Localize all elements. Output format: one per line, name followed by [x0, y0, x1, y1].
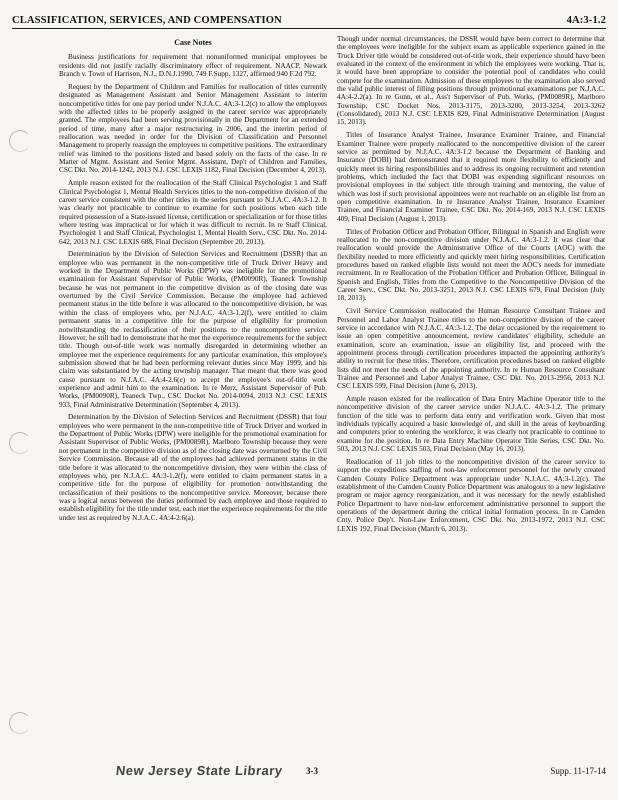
supplement-date: Supp. 11-17-14: [550, 766, 606, 776]
case-note-paragraph: Request by the Department of Children and Families for reallocation of titles currently designated as Management Assistant and Senior Management Assistant to interim noncompetitive titles for one pay period under N.J.A.C. 4A:3-1.2(c) to allow the employees with the affected titles to be properly assigned in the career service was appropriately granted. The employees had been serving provisionally in the Department for an extended period of time, many after a major restructuring in 2006, and the interim period of reallocation was needed in order for the Division of Classification and Personnel Management to properly reassign the employees to competitive positions. The extraordinary relief was limited to the positions listed and based solely on the facts of the case. In re Matter of Mgmt. Assistant and Senior Mgmt. Assistant, Dep't of Children and Families, CSC Dkt. No. 2014-1242, 2013 N.J. CSC LEXIS 1182, Final Decision (December 4, 2013).: [59, 82, 327, 175]
case-note-paragraph: Ample reason existed for the reallocation of Data Entry Machine Operator title to the noncompetitive division of the career service under N.J.A.C. 4A:3-1.2. The primary function of the title was to perform data entry and verification work. Given that most individuals typically acquired a basic knowledge of, and skill in the areas of keyboarding and computers prior to entering the workforce, it was clearly not practicable to continue to examine for the position. In re Data Entry Machine Operator Title Series, CSC Dkt. No. 503, 2013 N.J. CSC LEXIS 503, Final Decision (May 16, 2013).: [337, 395, 605, 454]
header-rule: [12, 28, 606, 29]
case-note-paragraph: Determination by the Division of Selection Services and Recruitment (DSSR) that an employee who was permanent in the non-competitive title of Truck Driver Heavy and worked in the Department of Public Works (DPW) was ineligible for the promotional examination for Assistant Supervisor of Public Works, (PM0090R), Teaneck Township because he was not permanent in the competitive division as of the closing date was overturned by the Civil Service Commission. Because the employee had achieved permanent status in the title before it was allocated to the noncompetitive division, he was within the class of employees who, per N.J.A.C. 4A:3-1.2(f), were entitled to claim permanent status in a competitive title for the purpose of eligibility for promotion notwithstanding the reclassification of their positions to the noncompetitive service. However, he still had to demonstrate that he met the experience requirements for the subject title. Though out-of-title work was normally disregarded in determining whether an employee met the experience requirements for any particular examination, this employee's submission showed that he had been performing relevant duties since May 1999, and his claim was substantiated by the acting township manager. That meant that there was good cause pursuant to N.J.A.C. 4A:4-2.6(c) to accept the employee's out-of-title work experience and admit him to the examination. In re Merz, Assistant Supervisor of Pub. Works, (PM0090R), Teaneck Twp., CSC Docket No. 2014-0094, 2013 N.J. CSC LEXIS 933, Final Administrative Determination (September 4, 2013).: [59, 250, 327, 409]
page-number: 3-3: [306, 766, 318, 776]
case-note-paragraph: Ample reason existed for the reallocation of the Staff Clinical Psychologist 1 and Staff Clinical Psychologist 1, Mental Health Services titles to the non-competitive division of the career service consistent with the other titles in the series pursuant to N.J.A.C. 4A:3-1.2. It was clearly not practicable to continue to examine for such positions when each title required possession of a State-issued license, certification or specialization or for those titles where testing was impractical or for which it was difficult to recruit. In re Staff Clinical, Psychologist 1 and Staff Clinical, Psychologist 1, Mental Health Serv., CSC Dkt. No. 2014-642, 2013 N.J. CSC LEXIS 688, Final Decision (September 20, 2013).: [59, 179, 327, 246]
case-note-paragraph: Reallocation of 11 job titles to the noncompetitive division of the career service to support the expeditious staffing of non-law enforcement personnel for the newly created Camden County Police Department was appropriate under N.J.A.C. 4A:3-1.2(c). The establishment of the Camden County Police Department was analogous to a new legislative program or major agency reorganization, and it was necessary for the newly established Police Department to have non-law enforcement administrative personnel to support the operations of the department during the critical initial formation process. In re Camden Cnty. Police Dep't. Non-Law Enforcement, CSC Dkt. No. 2013-1972, 2013 N.J. CSC LEXIS 192, Final Decision (March 6, 2013).: [337, 458, 605, 533]
case-note-paragraph: Titles of Probation Officer and Probation Officer, Bilingual in Spanish and English were reallocated to the non-competitive division under N.J.A.C. 4A:3-1.2. It was clear that reallocation would provide the Administrative Office of the Courts (AOC) with the flexibility needed to more efficiently and quickly meet hiring responsibilities. Certification procedures based on ranked eligible lists would not meet the AOC's needs for immediate recruitment. In re Reallocation of the Probation Officer and Probation Officer, Bilingual in Spanish and English, Titles from the Competitive to the Noncompetitive Division of the Career Serv., CSC Dkt. No. 2013-3251, 2013 N.J. CSC LEXIS 679, Final Decision (July 18, 2013).: [337, 227, 605, 303]
case-note-paragraph: Civil Service Commission reallocated the Human Resource Consultant Trainee and Personnel and Labor Analyst Trainee titles to the non-competitive division of the career service in accordance with N.J.A.C. 4A:3-1.2. The delay occasioned by the requirement to issue an open competitive announcement, review candidates' eligibility, schedule an examination, score an examination, issue an eligibility list, and proceed with the appointment process through certification procedures impacted the appointing authority's ability to recruit for these titles. Therefore, certification procedures based on ranked eligible lists did not meet the needs of the appointing authority. In re Human Resource Consultant Trainee and Personnel and Labor Analyst Trainee, CSC Dkt. No. 2013-2956, 2013 N.J. CSC LEXIS 599, Final Decision (June 6, 2013).: [337, 307, 605, 391]
case-note-paragraph: Determination by the Division of Selection Services and Recruitment (DSSR) that four employees who were permanent in the non-competitive title of Truck Driver and worked in the Department of Public Works (DPW) were ineligible for the promotional examination for Assistant Supervisor of Public Works, (PM0089R), Marlboro Township because they were not permanent in the competitive division as of the closing date was overturned by the Civil Service Commission. Because all of the employees had achieved permanent status in the title before it was allocated to the noncompetitive division, they were within the class of employees who, per N.J.A.C. 4A:3-1.2(f), were entitled to claim permanent status in a competitive title for the purpose of eligibility for promotion notwithstanding the reclassification of their positions to the noncompetitive service. Moreover, because there was a logical nexus between the duties performed by each employee and those required to establish eligibility for the title under test, each met the experience requirements for the title under test as required by N.J.A.C. 4A:4-2.6(a).: [59, 413, 327, 522]
page-footer: [90, 763, 606, 783]
case-note-paragraph: Titles of Insurance Analyst Trainee, Insurance Examiner Trainee, and Financial Examiner Trainee were properly reallocated to the noncompetitive division of the career service as permitted by N.J.A.C. 4A:3-1.2 because the Department of Banking and Insurance (DOBI) had demonstrated that it required more flexibility to efficiently and quickly meet its hiring responsibilities and to address its ongoing recruitment and retention problems, which included the fact that DOBI was expending significant resources on provisional employees in the subject title through training and mentoring, the value of which was lost if such provisional appointees were not reachable on an eligible list from an open competitive examination. In re Insurance Analyst Trainee, Insurance Examiner Trainee, and Financial Examiner Trainee, CSC Dkt. No. 2014-169, 2013 N.J. CSC LEXIS 409, Final Decision (August 1, 2013).: [337, 131, 605, 223]
running-header: [12, 10, 606, 26]
case-note-paragraph: Though under normal circumstances, the DSSR would have been correct to determine that the employees were ineligible for the subject exam as applicable experience gained in the Truck Driver title would be considered out-of-title work, their experience should have been evaluated in the context of the environment in which the employees were working. That is, it would have been appropriate to consider the potential pool of candidates who could compete for the examination. Admission of these employees to the examination also served the valid public interest of filling positions through promotional examinations per N.J.A.C. 4A:4-2.2(a). In re Gunn, et al., Ass't Supervisor of Pub. Works, (PM0089R), Marlboro Township, CSC Docket Nos. 2013-3175, 2013-3200, 2013-3254, 2013-3262 (Consolidated), 2013 N.J. CSC LEXIS 829, Final Administrative Determination (August 15, 2013).: [337, 35, 605, 127]
section-title: Case Notes: [174, 38, 212, 47]
header-section-number: 4A:3-1.2: [566, 15, 606, 26]
binder-hole-icon: [9, 712, 31, 734]
left-column: [59, 35, 327, 753]
right-column: [337, 35, 605, 753]
library-stamp: New Jersey State Library: [115, 763, 284, 778]
binder-hole-icon: [9, 432, 31, 454]
binder-hole-icon: [9, 130, 31, 152]
header-title: CLASSIFICATION, SERVICES, AND COMPENSATION: [12, 15, 282, 26]
case-note-paragraph: Business justifications for requirement that nonuniformed municipal employees be residents did not justify racially discriminatory effect of requirement. NAACP, Newark Branch v. Town of Harrison, N.J., D.N.J.1990, 749 F.Supp. 1327, affirmed 940 F.2d 792.: [59, 53, 327, 79]
